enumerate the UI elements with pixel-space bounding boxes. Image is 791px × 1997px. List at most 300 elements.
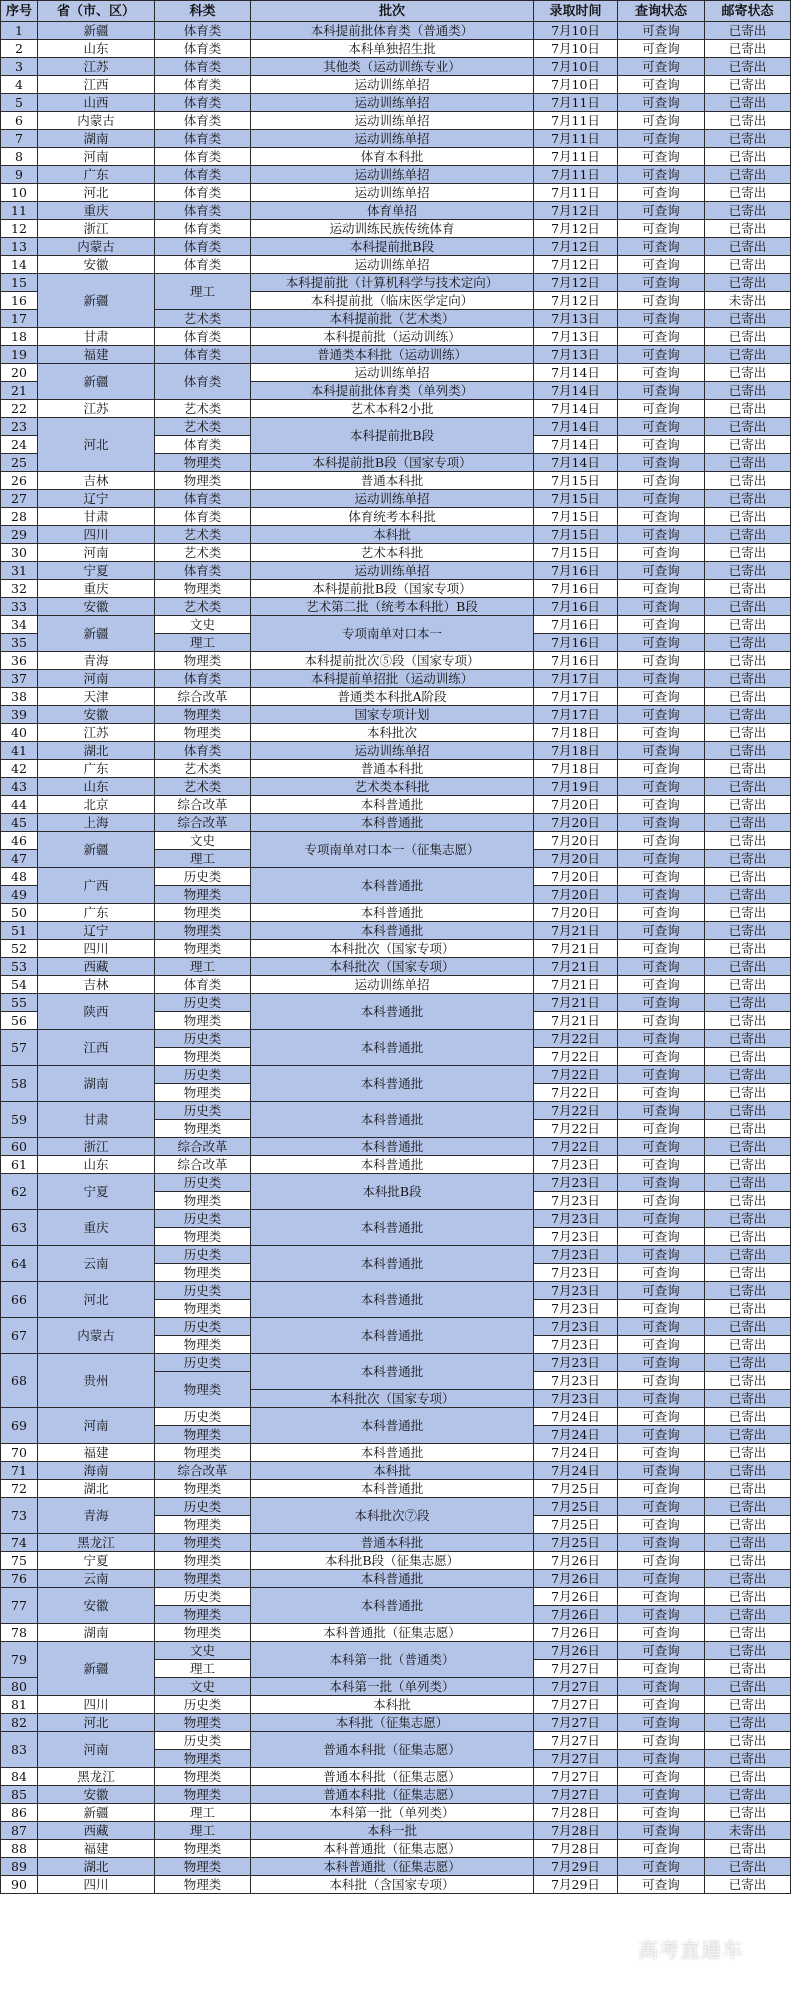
cell-province: 云南: [38, 1570, 155, 1588]
cell-province: 江西: [38, 1030, 155, 1066]
cell-mail-status: 已寄出: [705, 1192, 791, 1210]
cell-category: 体育类: [155, 184, 251, 202]
cell-batch: 本科普通批: [251, 1408, 534, 1444]
cell-query-status: 可查询: [618, 1408, 705, 1426]
cell-mail-status: 未寄出: [705, 292, 791, 310]
cell-category: 理工: [155, 850, 251, 868]
cell-category: 历史类: [155, 1408, 251, 1426]
cell-province: 福建: [38, 346, 155, 364]
table-row: [1, 1534, 791, 1552]
cell-mail-status: 已寄出: [705, 1084, 791, 1102]
cell-category: 理工: [155, 958, 251, 976]
table-row: [1, 1858, 791, 1876]
cell-category: 物理类: [155, 454, 251, 472]
table-row: [1, 1822, 791, 1840]
cell-admission-date: 7月11日: [534, 148, 618, 166]
cell-query-status: 可查询: [618, 490, 705, 508]
cell-admission-date: 7月15日: [534, 526, 618, 544]
cell-province: 河北: [38, 184, 155, 202]
cell-mail-status: 已寄出: [705, 220, 791, 238]
cell-query-status: 可查询: [618, 1768, 705, 1786]
cell-mail-status: 已寄出: [705, 1300, 791, 1318]
cell-category: 物理类: [155, 940, 251, 958]
cell-category: 历史类: [155, 1174, 251, 1192]
table-row: [1, 1156, 791, 1174]
cell-index: 86: [1, 1804, 38, 1822]
table-row: [1, 184, 791, 202]
cell-category: 体育类: [155, 508, 251, 526]
cell-batch: 本科批次（国家专项）: [251, 1390, 534, 1408]
cell-category: 物理类: [155, 724, 251, 742]
cell-province: 四川: [38, 526, 155, 544]
cell-province: 黑龙江: [38, 1768, 155, 1786]
cell-category: 艺术类: [155, 400, 251, 418]
cell-query-status: 可查询: [618, 364, 705, 382]
cell-admission-date: 7月26日: [534, 1588, 618, 1606]
cell-batch: 本科第一批（单列类）: [251, 1678, 534, 1696]
cell-province: 安徽: [38, 598, 155, 616]
cell-batch: 本科普通批: [251, 1588, 534, 1624]
cell-admission-date: 7月23日: [534, 1282, 618, 1300]
cell-category: 艺术类: [155, 760, 251, 778]
cell-admission-date: 7月23日: [534, 1228, 618, 1246]
cell-mail-status: 已寄出: [705, 598, 791, 616]
cell-province: 西藏: [38, 958, 155, 976]
cell-admission-date: 7月16日: [534, 634, 618, 652]
cell-category: 物理类: [155, 1120, 251, 1138]
cell-category: 物理类: [155, 1840, 251, 1858]
table-row: [1, 1210, 791, 1228]
cell-index: 78: [1, 1624, 38, 1642]
cell-query-status: 可查询: [618, 1228, 705, 1246]
cell-mail-status: 已寄出: [705, 400, 791, 418]
cell-admission-date: 7月21日: [534, 994, 618, 1012]
cell-mail-status: 已寄出: [705, 328, 791, 346]
cell-query-status: 可查询: [618, 886, 705, 904]
cell-query-status: 可查询: [618, 1462, 705, 1480]
cell-batch: 本科批次: [251, 724, 534, 742]
table-row: [1, 1840, 791, 1858]
cell-query-status: 可查询: [618, 1030, 705, 1048]
cell-index: 20: [1, 364, 38, 382]
cell-batch: 本科普通批: [251, 1102, 534, 1138]
cell-query-status: 可查询: [618, 76, 705, 94]
cell-query-status: 可查询: [618, 1876, 705, 1894]
cell-mail-status: 已寄出: [705, 184, 791, 202]
table-row: [1, 1552, 791, 1570]
cell-category: 综合改革: [155, 1462, 251, 1480]
cell-province: 江苏: [38, 58, 155, 76]
cell-index: 21: [1, 382, 38, 400]
cell-index: 30: [1, 544, 38, 562]
cell-mail-status: 已寄出: [705, 1462, 791, 1480]
cell-category: 历史类: [155, 994, 251, 1012]
cell-index: 11: [1, 202, 38, 220]
cell-province: 陕西: [38, 994, 155, 1030]
cell-mail-status: 已寄出: [705, 130, 791, 148]
table-row: [1, 922, 791, 940]
cell-batch: 本科一批: [251, 1822, 534, 1840]
cell-province: 新疆: [38, 1642, 155, 1696]
cell-category: 综合改革: [155, 1138, 251, 1156]
cell-batch: 本科批: [251, 1462, 534, 1480]
cell-batch: 本科普通批: [251, 868, 534, 904]
cell-batch: 本科普通批: [251, 1138, 534, 1156]
cell-admission-date: 7月27日: [534, 1660, 618, 1678]
cell-query-status: 可查询: [618, 958, 705, 976]
cell-query-status: 可查询: [618, 1156, 705, 1174]
cell-index: 15: [1, 274, 38, 292]
cell-admission-date: 7月23日: [534, 1336, 618, 1354]
cell-query-status: 可查询: [618, 1552, 705, 1570]
cell-admission-date: 7月27日: [534, 1768, 618, 1786]
cell-mail-status: 已寄出: [705, 202, 791, 220]
cell-admission-date: 7月24日: [534, 1408, 618, 1426]
cell-admission-date: 7月10日: [534, 76, 618, 94]
cell-index: 8: [1, 148, 38, 166]
cell-mail-status: 已寄出: [705, 1354, 791, 1372]
cell-category: 艺术类: [155, 526, 251, 544]
cell-category: 物理类: [155, 904, 251, 922]
cell-query-status: 可查询: [618, 760, 705, 778]
cell-province: 上海: [38, 814, 155, 832]
table-row: [1, 706, 791, 724]
cell-index: 48: [1, 868, 38, 886]
cell-batch: 本科普通批: [251, 1066, 534, 1102]
cell-mail-status: 已寄出: [705, 1516, 791, 1534]
cell-mail-status: 已寄出: [705, 1426, 791, 1444]
table-row: [1, 1498, 791, 1516]
cell-category: 艺术类: [155, 310, 251, 328]
cell-admission-date: 7月21日: [534, 1012, 618, 1030]
cell-index: 19: [1, 346, 38, 364]
cell-query-status: 可查询: [618, 1444, 705, 1462]
cell-category: 物理类: [155, 922, 251, 940]
cell-query-status: 可查询: [618, 1570, 705, 1588]
cell-index: 38: [1, 688, 38, 706]
header-index: 序号: [1, 1, 38, 22]
cell-category: 体育类: [155, 256, 251, 274]
cell-province: 新疆: [38, 274, 155, 328]
cell-province: 重庆: [38, 1210, 155, 1246]
cell-index: 12: [1, 220, 38, 238]
cell-category: 理工: [155, 1822, 251, 1840]
cell-province: 新疆: [38, 364, 155, 400]
table-row: [1, 616, 791, 634]
cell-query-status: 可查询: [618, 1066, 705, 1084]
cell-mail-status: 已寄出: [705, 76, 791, 94]
cell-admission-date: 7月15日: [534, 544, 618, 562]
cell-category: 体育类: [155, 364, 251, 400]
watermark-logo: 高考直通车: [638, 1938, 743, 1962]
cell-admission-date: 7月21日: [534, 958, 618, 976]
cell-mail-status: 已寄出: [705, 1480, 791, 1498]
cell-category: 理工: [155, 1660, 251, 1678]
cell-query-status: 可查询: [618, 1696, 705, 1714]
cell-admission-date: 7月22日: [534, 1066, 618, 1084]
cell-category: 物理类: [155, 1228, 251, 1246]
table-row: [1, 346, 791, 364]
cell-admission-date: 7月16日: [534, 562, 618, 580]
cell-province: 河南: [38, 670, 155, 688]
cell-query-status: 可查询: [618, 850, 705, 868]
cell-query-status: 可查询: [618, 1624, 705, 1642]
cell-query-status: 可查询: [618, 220, 705, 238]
cell-admission-date: 7月21日: [534, 940, 618, 958]
table-row: [1, 220, 791, 238]
cell-batch: 普通本科批（征集志愿）: [251, 1786, 534, 1804]
cell-category: 物理类: [155, 1300, 251, 1318]
table-row: [1, 1282, 791, 1300]
cell-mail-status: 已寄出: [705, 994, 791, 1012]
cell-category: 物理类: [155, 1534, 251, 1552]
cell-category: 体育类: [155, 166, 251, 184]
cell-batch: 本科普通批: [251, 1030, 534, 1066]
cell-batch: 本科提前批（临床医学定向）: [251, 292, 534, 310]
cell-category: 体育类: [155, 490, 251, 508]
cell-admission-date: 7月25日: [534, 1516, 618, 1534]
cell-category: 历史类: [155, 1318, 251, 1336]
cell-admission-date: 7月27日: [534, 1732, 618, 1750]
cell-province: 山东: [38, 40, 155, 58]
cell-batch: 本科提前批B段: [251, 418, 534, 454]
cell-mail-status: 已寄出: [705, 922, 791, 940]
cell-index: 24: [1, 436, 38, 454]
cell-batch: 普通本科批: [251, 1534, 534, 1552]
cell-query-status: 可查询: [618, 22, 705, 40]
cell-index: 82: [1, 1714, 38, 1732]
cell-mail-status: 已寄出: [705, 382, 791, 400]
cell-province: 内蒙古: [38, 1318, 155, 1354]
cell-mail-status: 已寄出: [705, 868, 791, 886]
cell-admission-date: 7月29日: [534, 1876, 618, 1894]
cell-category: 物理类: [155, 1516, 251, 1534]
table-row: [1, 1768, 791, 1786]
cell-batch: 运动训练单招: [251, 562, 534, 580]
cell-category: 物理类: [155, 1192, 251, 1210]
cell-query-status: 可查询: [618, 1318, 705, 1336]
table-row: [1, 760, 791, 778]
cell-category: 艺术类: [155, 598, 251, 616]
cell-mail-status: 已寄出: [705, 58, 791, 76]
table-row: [1, 1804, 791, 1822]
cell-batch: 本科提前单招批（运动训练）: [251, 670, 534, 688]
cell-index: 9: [1, 166, 38, 184]
cell-admission-date: 7月12日: [534, 292, 618, 310]
cell-batch: 普通类本科批（运动训练）: [251, 346, 534, 364]
cell-province: 甘肃: [38, 1102, 155, 1138]
cell-mail-status: 已寄出: [705, 526, 791, 544]
cell-category: 体育类: [155, 22, 251, 40]
cell-query-status: 可查询: [618, 634, 705, 652]
table-row: [1, 1174, 791, 1192]
table-row: [1, 22, 791, 40]
cell-admission-date: 7月13日: [534, 328, 618, 346]
cell-category: 物理类: [155, 1858, 251, 1876]
cell-province: 湖南: [38, 1624, 155, 1642]
cell-category: 物理类: [155, 580, 251, 598]
cell-province: 四川: [38, 1876, 155, 1894]
cell-mail-status: 已寄出: [705, 1444, 791, 1462]
cell-province: 江西: [38, 76, 155, 94]
cell-province: 宁夏: [38, 1174, 155, 1210]
cell-batch: 本科单独招生批: [251, 40, 534, 58]
cell-batch: 普通本科批: [251, 760, 534, 778]
cell-mail-status: 已寄出: [705, 1732, 791, 1750]
cell-query-status: 可查询: [618, 1246, 705, 1264]
header-admission-date: 录取时间: [534, 1, 618, 22]
cell-query-status: 可查询: [618, 274, 705, 292]
cell-index: 70: [1, 1444, 38, 1462]
cell-mail-status: 已寄出: [705, 1138, 791, 1156]
cell-query-status: 可查询: [618, 868, 705, 886]
cell-query-status: 可查询: [618, 1678, 705, 1696]
cell-batch: 本科提前批B段（国家专项）: [251, 454, 534, 472]
cell-query-status: 可查询: [618, 940, 705, 958]
cell-admission-date: 7月15日: [534, 490, 618, 508]
cell-admission-date: 7月23日: [534, 1390, 618, 1408]
cell-index: 66: [1, 1282, 38, 1318]
cell-category: 文史: [155, 1678, 251, 1696]
cell-mail-status: 已寄出: [705, 490, 791, 508]
cell-province: 河北: [38, 1714, 155, 1732]
cell-batch: 艺术本科2小批: [251, 400, 534, 418]
cell-query-status: 可查询: [618, 1174, 705, 1192]
cell-admission-date: 7月21日: [534, 976, 618, 994]
cell-batch: 运动训练单招: [251, 256, 534, 274]
cell-batch: 本科批（含国家专项）: [251, 1876, 534, 1894]
table-row: [1, 490, 791, 508]
cell-index: 22: [1, 400, 38, 418]
cell-index: 79: [1, 1642, 38, 1678]
cell-mail-status: 已寄出: [705, 1372, 791, 1390]
cell-index: 55: [1, 994, 38, 1012]
cell-admission-date: 7月16日: [534, 652, 618, 670]
cell-batch: 本科普通批: [251, 1480, 534, 1498]
cell-admission-date: 7月14日: [534, 418, 618, 436]
cell-mail-status: 已寄出: [705, 706, 791, 724]
cell-admission-date: 7月28日: [534, 1822, 618, 1840]
cell-admission-date: 7月20日: [534, 832, 618, 850]
cell-mail-status: 已寄出: [705, 1858, 791, 1876]
cell-admission-date: 7月27日: [534, 1678, 618, 1696]
table-row: [1, 670, 791, 688]
cell-batch: 本科普通批: [251, 904, 534, 922]
cell-admission-date: 7月10日: [534, 22, 618, 40]
cell-mail-status: 已寄出: [705, 1660, 791, 1678]
cell-query-status: 可查询: [618, 1534, 705, 1552]
table-row: [1, 544, 791, 562]
cell-batch: 运动训练民族传统体育: [251, 220, 534, 238]
table-body: [1, 22, 791, 1894]
cell-batch: 运动训练单招: [251, 130, 534, 148]
cell-province: 内蒙古: [38, 238, 155, 256]
cell-admission-date: 7月12日: [534, 256, 618, 274]
cell-batch: 运动训练单招: [251, 166, 534, 184]
cell-category: 物理类: [155, 1714, 251, 1732]
cell-category: 体育类: [155, 238, 251, 256]
cell-mail-status: 已寄出: [705, 1714, 791, 1732]
cell-batch: 本科普通批: [251, 1444, 534, 1462]
cell-batch: 专项南单对口本一（征集志愿）: [251, 832, 534, 868]
cell-query-status: 可查询: [618, 40, 705, 58]
table-row: [1, 580, 791, 598]
cell-query-status: 可查询: [618, 1300, 705, 1318]
cell-query-status: 可查询: [618, 130, 705, 148]
cell-category: 综合改革: [155, 688, 251, 706]
cell-category: 物理类: [155, 1570, 251, 1588]
cell-province: 新疆: [38, 832, 155, 868]
cell-province: 北京: [38, 796, 155, 814]
table-row: [1, 742, 791, 760]
cell-province: 内蒙古: [38, 112, 155, 130]
cell-category: 历史类: [155, 1066, 251, 1084]
cell-index: 85: [1, 1786, 38, 1804]
cell-index: 76: [1, 1570, 38, 1588]
cell-category: 物理类: [155, 652, 251, 670]
cell-query-status: 可查询: [618, 508, 705, 526]
cell-query-status: 可查询: [618, 1480, 705, 1498]
cell-admission-date: 7月12日: [534, 202, 618, 220]
cell-index: 35: [1, 634, 38, 652]
cell-index: 58: [1, 1066, 38, 1102]
cell-mail-status: 已寄出: [705, 670, 791, 688]
cell-batch: 本科批次（国家专项）: [251, 940, 534, 958]
cell-index: 74: [1, 1534, 38, 1552]
cell-province: 江苏: [38, 724, 155, 742]
cell-batch: 本科批: [251, 1696, 534, 1714]
cell-admission-date: 7月11日: [534, 166, 618, 184]
cell-category: 物理类: [155, 1768, 251, 1786]
cell-query-status: 可查询: [618, 436, 705, 454]
cell-category: 体育类: [155, 742, 251, 760]
cell-batch: 运动训练单招: [251, 490, 534, 508]
cell-index: 13: [1, 238, 38, 256]
cell-mail-status: 已寄出: [705, 742, 791, 760]
cell-mail-status: 已寄出: [705, 580, 791, 598]
cell-query-status: 可查询: [618, 292, 705, 310]
cell-batch: 普通本科批（征集志愿）: [251, 1732, 534, 1768]
cell-province: 甘肃: [38, 508, 155, 526]
cell-admission-date: 7月27日: [534, 1786, 618, 1804]
cell-province: 福建: [38, 1444, 155, 1462]
cell-province: 山东: [38, 1156, 155, 1174]
cell-category: 综合改革: [155, 796, 251, 814]
cell-batch: 本科提前批B段: [251, 238, 534, 256]
cell-province: 河南: [38, 1732, 155, 1768]
cell-mail-status: 已寄出: [705, 1552, 791, 1570]
cell-index: 46: [1, 832, 38, 850]
cell-province: 广西: [38, 868, 155, 904]
cell-batch: 其他类（运动训练专业）: [251, 58, 534, 76]
cell-mail-status: 已寄出: [705, 166, 791, 184]
cell-mail-status: 已寄出: [705, 1048, 791, 1066]
cell-index: 63: [1, 1210, 38, 1246]
cell-admission-date: 7月18日: [534, 742, 618, 760]
table-row: [1, 166, 791, 184]
cell-query-status: 可查询: [618, 256, 705, 274]
cell-admission-date: 7月23日: [534, 1156, 618, 1174]
cell-admission-date: 7月27日: [534, 1714, 618, 1732]
cell-mail-status: 已寄出: [705, 1210, 791, 1228]
cell-category: 物理类: [155, 1876, 251, 1894]
cell-admission-date: 7月25日: [534, 1498, 618, 1516]
header-batch: 批次: [251, 1, 534, 22]
cell-category: 物理类: [155, 472, 251, 490]
cell-query-status: 可查询: [618, 1282, 705, 1300]
cell-mail-status: 已寄出: [705, 40, 791, 58]
cell-category: 物理类: [155, 1264, 251, 1282]
